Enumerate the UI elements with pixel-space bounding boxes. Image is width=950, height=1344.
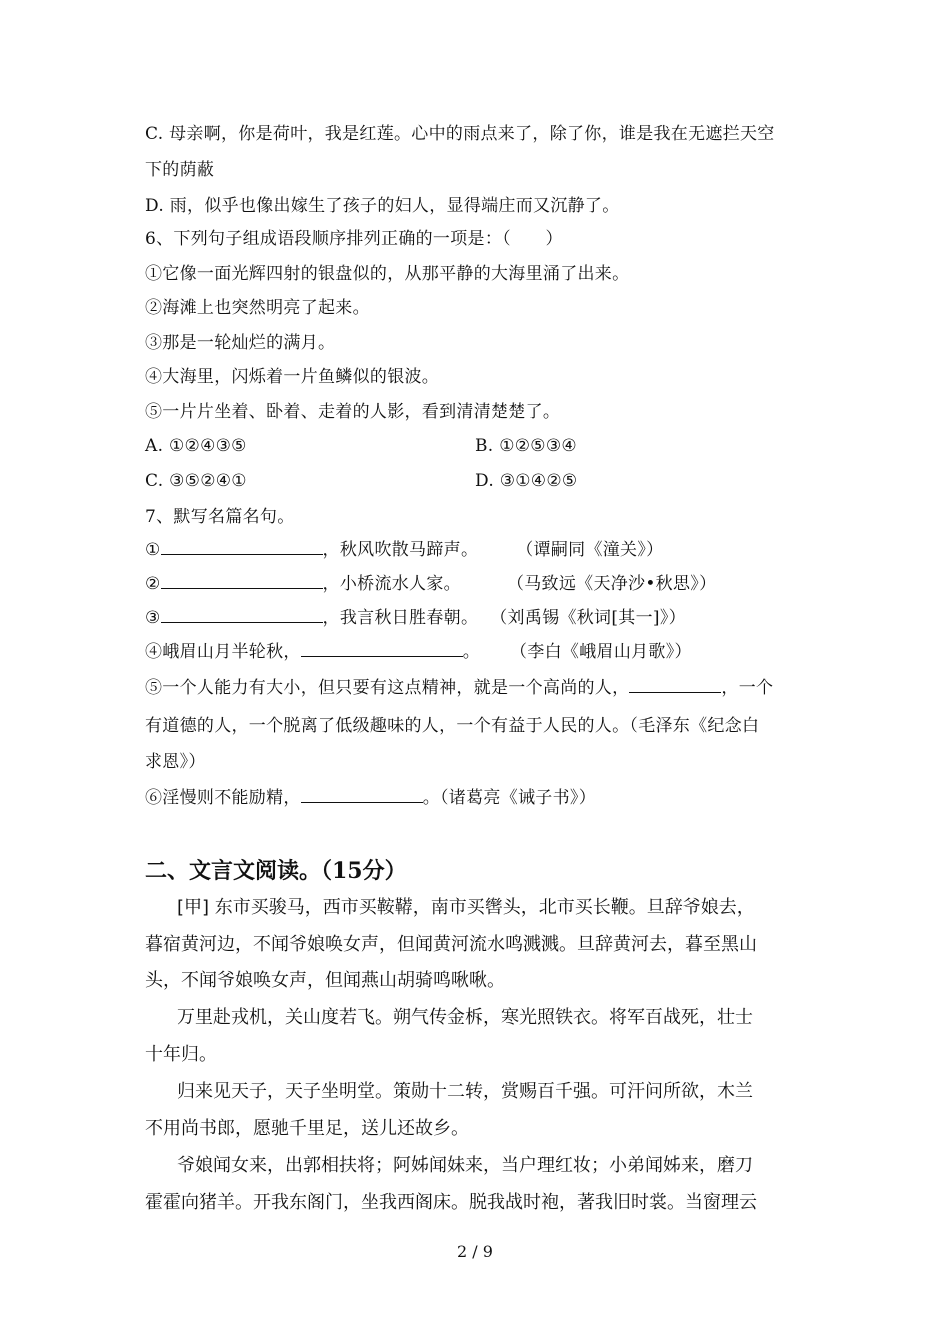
passage-line-1: [甲] 东市买骏马，西市买鞍鞯，南市买辔头，北市买长鞭。旦辞爷娘去，	[177, 897, 755, 918]
passage-line-4: 万里赴戎机，关山度若飞。朔气传金柝，寒光照铁衣。将军百战死，壮士	[177, 1007, 753, 1028]
q6-sentence-3: ③那是一轮灿烂的满月。	[145, 333, 336, 353]
passage-line-3: 头，不闻爷娘唤女声，但闻燕山胡骑鸣啾啾。	[145, 970, 505, 991]
q7-item-number: ④	[145, 642, 163, 662]
passage-line-5: 十年归。	[145, 1044, 217, 1065]
q7-item-1	[145, 538, 663, 562]
q7-item-6-source: 。（诸葛亮《诫子书》）	[422, 788, 597, 808]
passage-line-8: 爷娘闻女来，出郭相扶将；阿姊闻妹来，当户理红妆；小弟闻姊来，磨刀	[177, 1155, 753, 1176]
q7-item-3	[145, 606, 686, 630]
q7-item-source: （刘禹锡《秋词[其一]》）	[490, 608, 686, 628]
answer-blank[interactable]	[301, 786, 423, 803]
q6-option-a: A. ①②④③⑤	[145, 436, 247, 456]
page-number: 2 / 9	[457, 1242, 493, 1261]
passage-line-9: 霍霍向猪羊。开我东阁门，坐我西阁床。脱我战时袍，著我旧时裳。当窗理云	[145, 1192, 757, 1213]
answer-blank[interactable]	[629, 676, 721, 693]
q6-sentence-5: ⑤一片片坐着、卧着、走着的人影，看到清清楚楚了。	[145, 402, 561, 422]
q7-item-4	[145, 640, 692, 664]
q6-stem: 6、下列句子组成语段顺序排列正确的一项是：（ ）	[145, 229, 563, 249]
answer-blank[interactable]	[161, 572, 323, 589]
q7-item-number: ①	[145, 540, 161, 560]
q7-item-text: ，我言秋日胜春朝。	[322, 608, 479, 628]
q6-option-c: C. ③⑤②④①	[145, 471, 247, 491]
q5-option-c-line2: 下的荫蔽	[145, 160, 215, 180]
q7-item-5-line2: 有道德的人，一个脱离了低级趣味的人，一个有益于人民的人。（毛泽东《纪念白	[145, 716, 760, 736]
q7-item-source: （李白《峨眉山月歌》）	[510, 642, 692, 662]
q6-option-row-1	[145, 434, 247, 458]
q6-sentence-4: ④大海里，闪烁着一片鱼鳞似的银波。	[145, 367, 440, 387]
answer-blank[interactable]	[301, 640, 463, 657]
q7-item-number: ③	[145, 608, 161, 628]
q6-option-b: B. ①②⑤③④	[475, 436, 577, 456]
q7-item-5-line3: 求恩》）	[145, 752, 206, 772]
q7-item-number: ②	[145, 574, 161, 594]
q7-item-source: （马致远《天净沙•秋思》）	[506, 574, 717, 594]
q7-item-6	[145, 786, 596, 810]
answer-blank[interactable]	[161, 538, 323, 555]
q6-sentence-1: ①它像一面光辉四射的银盘似的，从那平静的大海里涌了出来。	[145, 264, 630, 284]
q6-option-row-2	[145, 469, 247, 493]
q6-sentence-2: ②海滩上也突然明亮了起来。	[145, 298, 370, 318]
q7-item-5-line1	[145, 676, 773, 700]
q7-item-before: 峨眉山月半轮秋，	[162, 642, 301, 662]
q7-item-6-text: ⑥淫慢则不能励精，	[145, 788, 301, 808]
q5-option-c-line1: C. 母亲啊，你是荷叶，我是红莲。心中的雨点来了，除了你，谁是我在无遮拦天空	[145, 124, 775, 144]
q7-item-5-text: ⑤一个人能力有大小，但只要有这点精神，就是一个高尚的人，	[145, 678, 630, 698]
section-heading: 二、文言文阅读。（15分）	[145, 858, 407, 884]
passage-line-6: 归来见天子，天子坐明堂。策勋十二转，赏赐百千强。可汗问所欲，木兰	[177, 1081, 753, 1102]
q7-item-source: （谭嗣同《潼关》）	[516, 540, 664, 560]
answer-blank[interactable]	[161, 606, 323, 623]
q7-item-2	[145, 572, 716, 596]
q7-item-text: ，秋风吹散马蹄声。	[322, 540, 479, 560]
q7-item-text: ，小桥流水人家。	[322, 574, 461, 594]
q7-stem: 7、默写名篇名句。	[145, 507, 295, 527]
q7-item-text: 。	[462, 642, 481, 662]
q5-option-d: D. 雨，似乎也像出嫁生了孩子的妇人，显得端庄而又沉静了。	[145, 196, 620, 216]
passage-line-2: 暮宿黄河边，不闻爷娘唤女声，但闻黄河流水鸣溅溅。旦辞黄河去，暮至黑山	[145, 934, 757, 955]
q7-item-5-text-after: ，一个	[721, 678, 774, 698]
q6-option-d: D. ③①④②⑤	[475, 471, 578, 491]
passage-line-7: 不用尚书郎，愿驰千里足，送儿还故乡。	[145, 1118, 469, 1139]
